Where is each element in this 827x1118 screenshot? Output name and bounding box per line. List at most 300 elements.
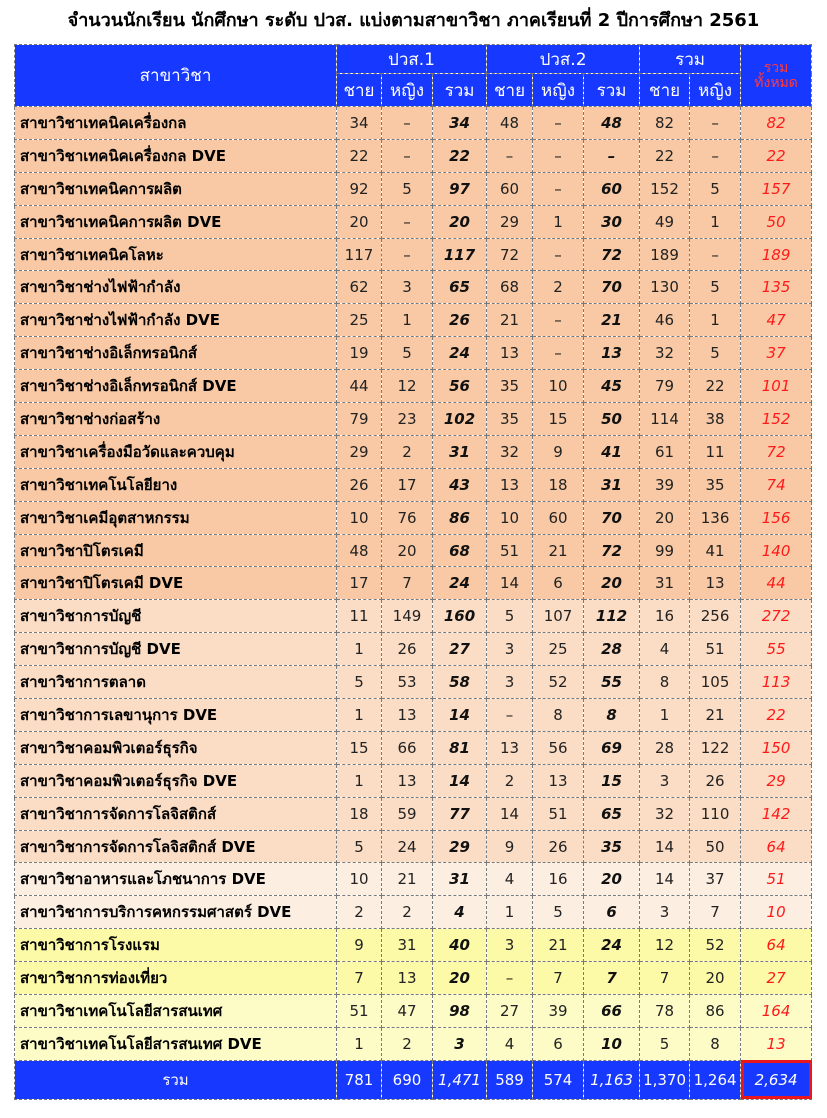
- pvs2-male-cell: 72: [487, 238, 533, 271]
- grand-header-line1: รวม: [763, 59, 789, 76]
- pvs1-total-cell: 56: [433, 370, 487, 403]
- table-row: [15, 995, 812, 1028]
- subject-cell: สาขาวิชาเทคนิคการผลิต DVE: [15, 205, 337, 238]
- sum-male-cell: 79: [640, 370, 690, 403]
- sum-male-cell: 14: [640, 830, 690, 863]
- grand-total-cell: 156: [741, 501, 812, 534]
- pvs1-total-cell: 24: [433, 567, 487, 600]
- sum-female-cell: 5: [690, 337, 741, 370]
- footer-sum-female: 1,264: [690, 1060, 741, 1099]
- pvs1-male-cell: 5: [337, 830, 382, 863]
- sum-male-header: ชาย: [640, 74, 690, 107]
- pvs2-female-cell: 60: [533, 501, 584, 534]
- pvs2-female-cell: –: [533, 304, 584, 337]
- grand-header-line2: ทั้งหมด: [754, 74, 798, 91]
- student-table: [14, 44, 812, 1100]
- pvs2-female-cell: 56: [533, 731, 584, 764]
- pvs1-male-cell: 9: [337, 929, 382, 962]
- sum-female-cell: 105: [690, 666, 741, 699]
- sum-male-cell: 61: [640, 435, 690, 468]
- sum-male-cell: 99: [640, 534, 690, 567]
- pvs2-total-cell: 72: [584, 534, 640, 567]
- table-row: [15, 699, 812, 732]
- sum-male-cell: 78: [640, 995, 690, 1028]
- pvs1-total-cell: 77: [433, 797, 487, 830]
- subject-cell: สาขาวิชาปิโตรเคมี: [15, 534, 337, 567]
- pvs2-female-cell: 9: [533, 435, 584, 468]
- grand-total-cell: 22: [741, 139, 812, 172]
- pvs2-female-cell: 52: [533, 666, 584, 699]
- pvs1-male-cell: 48: [337, 534, 382, 567]
- table-row: [15, 797, 812, 830]
- table-row: [15, 567, 812, 600]
- pvs1-total-cell: 81: [433, 731, 487, 764]
- pvs1-female-cell: 31: [382, 929, 433, 962]
- grand-total-cell: 140: [741, 534, 812, 567]
- pvs2-female-cell: 5: [533, 896, 584, 929]
- sum-male-cell: 82: [640, 107, 690, 140]
- sum-male-cell: 16: [640, 600, 690, 633]
- footer-pvs1-male: 781: [337, 1060, 382, 1099]
- pvs2-total-cell: 10: [584, 1027, 640, 1060]
- pvs1-male-cell: 10: [337, 863, 382, 896]
- pvs1-total-cell: 14: [433, 699, 487, 732]
- pvs1-male-cell: 34: [337, 107, 382, 140]
- pvs2-male-cell: 4: [487, 1027, 533, 1060]
- sum-female-cell: 5: [690, 271, 741, 304]
- sum-male-cell: 12: [640, 929, 690, 962]
- pvs2-total-cell: 28: [584, 633, 640, 666]
- table-row: [15, 633, 812, 666]
- pvs1-male-cell: 25: [337, 304, 382, 337]
- grand-total-cell: 64: [741, 929, 812, 962]
- pvs2-total-cell: 55: [584, 666, 640, 699]
- pvs2-total-cell: 70: [584, 501, 640, 534]
- pvs1-total-cell: 40: [433, 929, 487, 962]
- pvs2-female-cell: 6: [533, 1027, 584, 1060]
- pvs1-total-cell: 22: [433, 139, 487, 172]
- footer-pvs1-female: 690: [382, 1060, 433, 1099]
- pvs2-female-cell: 1: [533, 205, 584, 238]
- pvs2-total-cell: 69: [584, 731, 640, 764]
- sum-female-cell: 86: [690, 995, 741, 1028]
- table-row: [15, 205, 812, 238]
- subject-cell: สาขาวิชาเทคโนโลยีสารสนเทศ DVE: [15, 1027, 337, 1060]
- pvs2-male-cell: 9: [487, 830, 533, 863]
- subject-cell: สาขาวิชาเทคนิคเครื่องกล: [15, 107, 337, 140]
- pvs2-female-cell: 39: [533, 995, 584, 1028]
- pvs2-female-cell: 2: [533, 271, 584, 304]
- sum-male-cell: 5: [640, 1027, 690, 1060]
- pvs1-female-cell: 5: [382, 337, 433, 370]
- grand-total-cell: 74: [741, 468, 812, 501]
- pvs2-male-cell: 4: [487, 863, 533, 896]
- pvs2-male-cell: 13: [487, 468, 533, 501]
- pvs1-female-cell: 76: [382, 501, 433, 534]
- pvs1-male-cell: 1: [337, 1027, 382, 1060]
- table-row: [15, 1027, 812, 1060]
- pvs2-male-cell: 10: [487, 501, 533, 534]
- footer-pvs1-total: 1,471: [433, 1060, 487, 1099]
- sum-female-cell: 1: [690, 205, 741, 238]
- pvs2-male-cell: 3: [487, 633, 533, 666]
- subject-cell: สาขาวิชาคอมพิวเตอร์ธุรกิจ: [15, 731, 337, 764]
- pvs1-total-cell: 58: [433, 666, 487, 699]
- grand-total-cell: 72: [741, 435, 812, 468]
- pvs2-female-cell: 18: [533, 468, 584, 501]
- grand-total-cell: 37: [741, 337, 812, 370]
- pvs1-total-cell: 20: [433, 205, 487, 238]
- sum-female-cell: 37: [690, 863, 741, 896]
- grand-total-cell: 189: [741, 238, 812, 271]
- pvs2-male-cell: 14: [487, 567, 533, 600]
- pvs2-female-cell: –: [533, 139, 584, 172]
- sum-male-cell: 7: [640, 962, 690, 995]
- pvs2-total-cell: 41: [584, 435, 640, 468]
- grand-total-cell: 50: [741, 205, 812, 238]
- sum-female-cell: –: [690, 139, 741, 172]
- pvs1-male-cell: 20: [337, 205, 382, 238]
- subject-cell: สาขาวิชาเคมีอุตสาหกรรม: [15, 501, 337, 534]
- pvs2-female-cell: 21: [533, 929, 584, 962]
- pvs2-total-cell: 35: [584, 830, 640, 863]
- pvs2-total-cell: 112: [584, 600, 640, 633]
- grand-total-cell: 142: [741, 797, 812, 830]
- pvs2-female-cell: –: [533, 172, 584, 205]
- subject-cell: สาขาวิชาอาหารและโภชนาการ DVE: [15, 863, 337, 896]
- footer-label: รวม: [15, 1060, 337, 1099]
- subject-cell: สาขาวิชาช่างไฟฟ้ากำลัง DVE: [15, 304, 337, 337]
- grand-total-cell: 47: [741, 304, 812, 337]
- pvs1-female-cell: 2: [382, 896, 433, 929]
- pvs1-female-cell: 7: [382, 567, 433, 600]
- subject-cell: สาขาวิชาการจัดการโลจิสติกส์ DVE: [15, 830, 337, 863]
- table-row: [15, 534, 812, 567]
- pvs2-male-header: ชาย: [487, 74, 533, 107]
- grand-total-cell: 113: [741, 666, 812, 699]
- sum-female-cell: 41: [690, 534, 741, 567]
- pvs2-total-cell: 20: [584, 863, 640, 896]
- pvs1-total-cell: 102: [433, 403, 487, 436]
- grand-total-cell: 22: [741, 699, 812, 732]
- pvs2-female-cell: –: [533, 337, 584, 370]
- grand-total-cell: 44: [741, 567, 812, 600]
- pvs2-total-cell: 48: [584, 107, 640, 140]
- pvs1-male-cell: 62: [337, 271, 382, 304]
- pvs2-male-cell: 14: [487, 797, 533, 830]
- pvs2-total-cell: 45: [584, 370, 640, 403]
- pvs1-male-cell: 117: [337, 238, 382, 271]
- pvs1-female-cell: –: [382, 238, 433, 271]
- pvs1-total-cell: 3: [433, 1027, 487, 1060]
- pvs2-female-cell: –: [533, 238, 584, 271]
- pvs2-total-cell: 7: [584, 962, 640, 995]
- pvs1-total-cell: 43: [433, 468, 487, 501]
- pvs1-male-cell: 2: [337, 896, 382, 929]
- pvs1-female-cell: 3: [382, 271, 433, 304]
- pvs1-female-cell: 2: [382, 1027, 433, 1060]
- pvs1-total-cell: 14: [433, 764, 487, 797]
- sum-female-cell: 136: [690, 501, 741, 534]
- pvs1-total-cell: 97: [433, 172, 487, 205]
- table-row: [15, 435, 812, 468]
- pvs1-total-cell: 26: [433, 304, 487, 337]
- sum-female-cell: –: [690, 238, 741, 271]
- pvs1-male-cell: 29: [337, 435, 382, 468]
- pvs1-female-cell: 20: [382, 534, 433, 567]
- pvs2-total-cell: 30: [584, 205, 640, 238]
- sum-female-cell: 26: [690, 764, 741, 797]
- pvs1-total-cell: 24: [433, 337, 487, 370]
- grand-total-cell: 150: [741, 731, 812, 764]
- table-row: [15, 896, 812, 929]
- sum-male-cell: 49: [640, 205, 690, 238]
- pvs1-female-cell: 17: [382, 468, 433, 501]
- table-row: [15, 600, 812, 633]
- pvs1-header: ปวส.1: [337, 45, 487, 74]
- sum-male-cell: 1: [640, 699, 690, 732]
- table-row: [15, 468, 812, 501]
- pvs1-male-cell: 1: [337, 699, 382, 732]
- subject-cell: สาขาวิชาช่างไฟฟ้ากำลัง: [15, 271, 337, 304]
- sum-male-cell: 8: [640, 666, 690, 699]
- footer-pvs2-total: 1,163: [584, 1060, 640, 1099]
- sum-female-cell: 11: [690, 435, 741, 468]
- pvs1-female-cell: 5: [382, 172, 433, 205]
- subject-cell: สาขาวิชาช่างก่อสร้าง: [15, 403, 337, 436]
- pvs2-total-cell: 13: [584, 337, 640, 370]
- subject-cell: สาขาวิชาช่างอิเล็กทรอนิกส์ DVE: [15, 370, 337, 403]
- subject-cell: สาขาวิชาการท่องเที่ยว: [15, 962, 337, 995]
- pvs2-female-cell: 6: [533, 567, 584, 600]
- sum-male-cell: 32: [640, 797, 690, 830]
- pvs2-female-cell: 10: [533, 370, 584, 403]
- pvs2-total-cell: 50: [584, 403, 640, 436]
- pvs2-male-cell: 27: [487, 995, 533, 1028]
- pvs2-total-cell: 24: [584, 929, 640, 962]
- table-row: [15, 929, 812, 962]
- table-row: [15, 238, 812, 271]
- pvs2-total-cell: 20: [584, 567, 640, 600]
- pvs1-total-cell: 98: [433, 995, 487, 1028]
- pvs2-female-cell: 51: [533, 797, 584, 830]
- pvs1-female-cell: –: [382, 107, 433, 140]
- pvs1-total-cell: 34: [433, 107, 487, 140]
- footer-pvs2-female: 574: [533, 1060, 584, 1099]
- pvs2-male-cell: 3: [487, 666, 533, 699]
- pvs1-male-cell: 18: [337, 797, 382, 830]
- pvs1-female-cell: 13: [382, 764, 433, 797]
- pvs1-male-cell: 11: [337, 600, 382, 633]
- sum-female-cell: 52: [690, 929, 741, 962]
- sum-female-cell: 7: [690, 896, 741, 929]
- table-row: [15, 271, 812, 304]
- pvs2-male-cell: 3: [487, 929, 533, 962]
- table-row: [15, 304, 812, 337]
- subject-cell: สาขาวิชาเทคนิคโลหะ: [15, 238, 337, 271]
- table-row: [15, 962, 812, 995]
- sum-female-cell: 50: [690, 830, 741, 863]
- pvs2-male-cell: 13: [487, 731, 533, 764]
- table-row: [15, 172, 812, 205]
- table-row: [15, 139, 812, 172]
- pvs1-female-cell: –: [382, 205, 433, 238]
- pvs1-female-cell: 149: [382, 600, 433, 633]
- pvs1-female-cell: –: [382, 139, 433, 172]
- sum-male-cell: 3: [640, 896, 690, 929]
- pvs1-male-cell: 7: [337, 962, 382, 995]
- pvs1-male-cell: 22: [337, 139, 382, 172]
- sum-male-cell: 39: [640, 468, 690, 501]
- pvs2-male-cell: 35: [487, 403, 533, 436]
- sum-female-cell: 13: [690, 567, 741, 600]
- table-row: [15, 370, 812, 403]
- pvs2-total-cell: 72: [584, 238, 640, 271]
- pvs2-male-cell: 2: [487, 764, 533, 797]
- pvs2-total-cell: 65: [584, 797, 640, 830]
- grand-total-header: [741, 45, 812, 107]
- pvs1-male-cell: 1: [337, 764, 382, 797]
- pvs2-total-cell: –: [584, 139, 640, 172]
- page-title: จำนวนนักเรียน นักศึกษา ระดับ ปวส. แบ่งตามสาขาวิชา ภาคเรียนที่ 2 ปีการศึกษา 2561: [67, 10, 760, 31]
- pvs2-total-cell: 21: [584, 304, 640, 337]
- subject-header: สาขาวิชา: [15, 45, 337, 107]
- pvs1-female-cell: 13: [382, 699, 433, 732]
- grand-total-cell: 101: [741, 370, 812, 403]
- pvs2-female-cell: 7: [533, 962, 584, 995]
- pvs2-male-cell: –: [487, 962, 533, 995]
- subject-cell: สาขาวิชาการตลาด: [15, 666, 337, 699]
- sum-male-cell: 46: [640, 304, 690, 337]
- pvs1-total-cell: 68: [433, 534, 487, 567]
- pvs2-male-cell: –: [487, 139, 533, 172]
- pvs2-male-cell: 51: [487, 534, 533, 567]
- grand-total-cell: 157: [741, 172, 812, 205]
- sum-male-cell: 114: [640, 403, 690, 436]
- table-row: [15, 107, 812, 140]
- pvs1-female-cell: 1: [382, 304, 433, 337]
- pvs1-male-cell: 19: [337, 337, 382, 370]
- footer-grand-total: 2,634: [741, 1060, 812, 1099]
- pvs1-male-cell: 5: [337, 666, 382, 699]
- pvs1-female-cell: 59: [382, 797, 433, 830]
- pvs1-male-cell: 15: [337, 731, 382, 764]
- pvs2-female-cell: 13: [533, 764, 584, 797]
- pvs1-female-cell: 66: [382, 731, 433, 764]
- sum-male-cell: 152: [640, 172, 690, 205]
- sum-female-cell: 51: [690, 633, 741, 666]
- table-row: [15, 666, 812, 699]
- pvs2-male-cell: –: [487, 699, 533, 732]
- pvs1-total-cell: 117: [433, 238, 487, 271]
- grand-total-cell: 135: [741, 271, 812, 304]
- table-body: [15, 107, 812, 1061]
- subject-cell: สาขาวิชาช่างอิเล็กทรอนิกส์: [15, 337, 337, 370]
- sum-female-cell: 8: [690, 1027, 741, 1060]
- pvs2-total-cell: 60: [584, 172, 640, 205]
- pvs2-total-header: รวม: [584, 74, 640, 107]
- pvs1-female-cell: 24: [382, 830, 433, 863]
- grand-total-cell: 55: [741, 633, 812, 666]
- table-row: [15, 337, 812, 370]
- pvs2-female-cell: 26: [533, 830, 584, 863]
- pvs2-total-cell: 8: [584, 699, 640, 732]
- pvs1-male-cell: 51: [337, 995, 382, 1028]
- sum-female-cell: 5: [690, 172, 741, 205]
- sum-male-cell: 28: [640, 731, 690, 764]
- subject-cell: สาขาวิชาเครื่องมือวัดและควบคุม: [15, 435, 337, 468]
- sum-female-cell: 20: [690, 962, 741, 995]
- pvs1-female-cell: 26: [382, 633, 433, 666]
- subject-cell: สาขาวิชาการจัดการโลจิสติกส์: [15, 797, 337, 830]
- pvs2-female-header: หญิง: [533, 74, 584, 107]
- subject-cell: สาขาวิชาเทคโนโลยียาง: [15, 468, 337, 501]
- sum-female-cell: 35: [690, 468, 741, 501]
- pvs2-total-cell: 70: [584, 271, 640, 304]
- grand-total-cell: 272: [741, 600, 812, 633]
- pvs2-total-cell: 66: [584, 995, 640, 1028]
- table-row: [15, 863, 812, 896]
- sum-female-cell: 1: [690, 304, 741, 337]
- footer-row: [15, 1060, 812, 1099]
- table-row: [15, 403, 812, 436]
- sum-female-cell: 38: [690, 403, 741, 436]
- sum-male-cell: 130: [640, 271, 690, 304]
- table-row: [15, 731, 812, 764]
- grand-total-cell: 13: [741, 1027, 812, 1060]
- pvs2-female-cell: 8: [533, 699, 584, 732]
- sum-female-cell: 256: [690, 600, 741, 633]
- sum-female-header: หญิง: [690, 74, 741, 107]
- sum-male-cell: 14: [640, 863, 690, 896]
- pvs2-male-cell: 48: [487, 107, 533, 140]
- pvs2-male-cell: 68: [487, 271, 533, 304]
- subject-cell: สาขาวิชาการโรงแรม: [15, 929, 337, 962]
- subject-cell: สาขาวิชาการบริการคหกรรมศาสตร์ DVE: [15, 896, 337, 929]
- sum-male-cell: 3: [640, 764, 690, 797]
- sum-female-cell: 22: [690, 370, 741, 403]
- pvs2-female-cell: 107: [533, 600, 584, 633]
- pvs1-total-cell: 31: [433, 435, 487, 468]
- grand-total-cell: 64: [741, 830, 812, 863]
- pvs2-male-cell: 13: [487, 337, 533, 370]
- pvs2-female-cell: 15: [533, 403, 584, 436]
- subject-cell: สาขาวิชาเทคโนโลยีสารสนเทศ: [15, 995, 337, 1028]
- pvs2-female-cell: 21: [533, 534, 584, 567]
- pvs1-male-cell: 44: [337, 370, 382, 403]
- table-row: [15, 764, 812, 797]
- subject-cell: สาขาวิชาเทคนิคเครื่องกล DVE: [15, 139, 337, 172]
- pvs1-male-header: ชาย: [337, 74, 382, 107]
- pvs1-male-cell: 92: [337, 172, 382, 205]
- pvs1-male-cell: 26: [337, 468, 382, 501]
- grand-total-cell: 82: [741, 107, 812, 140]
- pvs1-male-cell: 1: [337, 633, 382, 666]
- grand-total-cell: 10: [741, 896, 812, 929]
- grand-total-cell: 51: [741, 863, 812, 896]
- subject-cell: สาขาวิชาปิโตรเคมี DVE: [15, 567, 337, 600]
- pvs1-female-cell: 21: [382, 863, 433, 896]
- pvs1-male-cell: 10: [337, 501, 382, 534]
- subject-cell: สาขาวิชาการบัญชี DVE: [15, 633, 337, 666]
- table-row: [15, 501, 812, 534]
- pvs2-male-cell: 21: [487, 304, 533, 337]
- pvs1-female-cell: 2: [382, 435, 433, 468]
- pvs1-total-cell: 65: [433, 271, 487, 304]
- pvs2-male-cell: 32: [487, 435, 533, 468]
- sum-male-cell: 22: [640, 139, 690, 172]
- pvs2-male-cell: 35: [487, 370, 533, 403]
